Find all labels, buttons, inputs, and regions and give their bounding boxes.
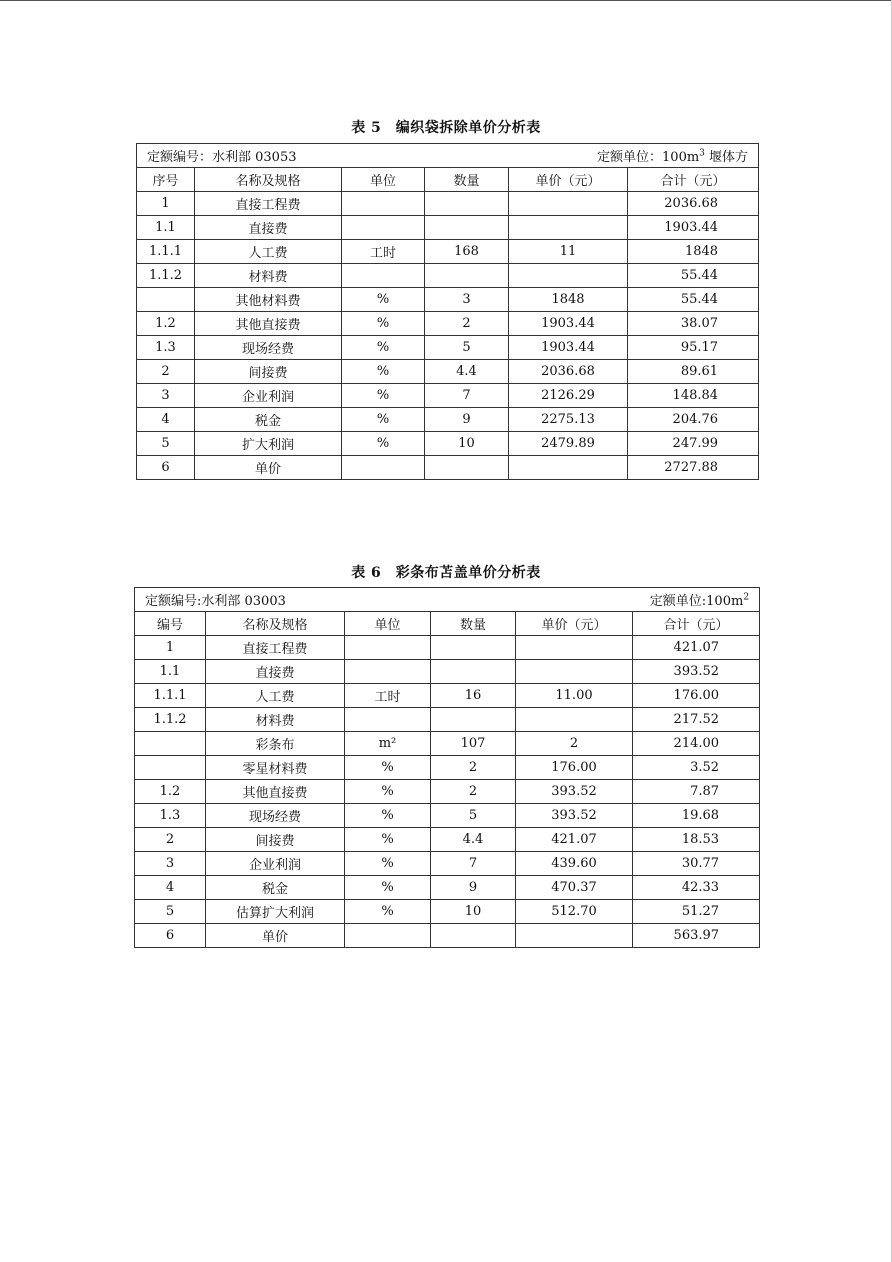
table5-cell: 1.1.2 [137, 264, 195, 288]
table5-cell: 55.44 [628, 264, 759, 288]
table6-cell: 4.4 [431, 828, 516, 852]
table6-cell: 2 [431, 780, 516, 804]
table6-row [135, 780, 760, 804]
page-top-border [0, 0, 892, 1]
table6-cell: 3 [135, 852, 206, 876]
table5-cell: % [342, 288, 425, 312]
table5-cell: 单价 [195, 456, 342, 480]
table5-cell [425, 216, 509, 240]
table6-cell: 零星材料费 [206, 756, 345, 780]
table6-cell: 393.52 [633, 660, 760, 684]
table5-cell: 2126.29 [509, 384, 628, 408]
table6-cell [345, 636, 431, 660]
table5-row [137, 408, 759, 432]
table5-cell: 其他材料费 [195, 288, 342, 312]
table6-cell: 30.77 [633, 852, 760, 876]
table5-cell: 204.76 [628, 408, 759, 432]
table6-row [135, 684, 760, 708]
table5-cell: 人工费 [195, 240, 342, 264]
table5-cell: 1.1 [137, 216, 195, 240]
table5-header-cell: 序号 [137, 168, 195, 192]
table5-cell: 直接费 [195, 216, 342, 240]
table6-cell: 512.70 [516, 900, 633, 924]
table6-cell: 563.97 [633, 924, 760, 948]
table5-cell: 2275.13 [509, 408, 628, 432]
table5-cell: 89.61 [628, 360, 759, 384]
table5-cell: % [342, 360, 425, 384]
table5-cell: 1.2 [137, 312, 195, 336]
table6-header-cell: 单价（元） [516, 612, 633, 636]
table5-cell: 企业利润 [195, 384, 342, 408]
table6-row [135, 804, 760, 828]
table5-row [137, 312, 759, 336]
table5-cell: % [342, 408, 425, 432]
table5-cell: 现场经费 [195, 336, 342, 360]
table5-cell: 材料费 [195, 264, 342, 288]
table5-cell: 2 [425, 312, 509, 336]
table5-cell: 1848 [509, 288, 628, 312]
table5-cell: 55.44 [628, 288, 759, 312]
table6-cell: 材料费 [206, 708, 345, 732]
table6-cell: 5 [135, 900, 206, 924]
table5-cell: 工时 [342, 240, 425, 264]
table6-cell: 6 [135, 924, 206, 948]
table6-cell: 7.87 [633, 780, 760, 804]
table6-cell: 176.00 [633, 684, 760, 708]
table5-cell: 1848 [628, 240, 759, 264]
table5-cell: 3 [425, 288, 509, 312]
table6-cell: 现场经费 [206, 804, 345, 828]
table6-cell: 彩条布 [206, 732, 345, 756]
table5-cell: 1.3 [137, 336, 195, 360]
table5-cell [342, 264, 425, 288]
table6-cell: 直接工程费 [206, 636, 345, 660]
table5-cell [509, 216, 628, 240]
table5-cell: 2036.68 [628, 192, 759, 216]
table6 [134, 587, 760, 948]
table5-cell [509, 264, 628, 288]
table6-cell: % [345, 900, 431, 924]
table6-cell: % [345, 876, 431, 900]
table6-cell: 19.68 [633, 804, 760, 828]
table6-cell [345, 660, 431, 684]
table5-cell: 4 [137, 408, 195, 432]
table6-cell: % [345, 804, 431, 828]
table6-cell [516, 636, 633, 660]
table5-cell [342, 216, 425, 240]
table5-row [137, 384, 759, 408]
table5-cell [425, 192, 509, 216]
table6-cell: 51.27 [633, 900, 760, 924]
table5-cell: 10 [425, 432, 509, 456]
table6-cell: 42.33 [633, 876, 760, 900]
table5-header-row [137, 168, 759, 192]
table5-cell: 1903.44 [628, 216, 759, 240]
table5-header-cell: 名称及规格 [195, 168, 342, 192]
table6-cell: 人工费 [206, 684, 345, 708]
table5-cell: 95.17 [628, 336, 759, 360]
table5-cell: % [342, 312, 425, 336]
table6-cell: 393.52 [516, 804, 633, 828]
table5-cell: 扩大利润 [195, 432, 342, 456]
table5-cell: 直接工程费 [195, 192, 342, 216]
table6-cell: 2 [431, 756, 516, 780]
table5-cell: 5 [425, 336, 509, 360]
table6-cell: 107 [431, 732, 516, 756]
table5-cell [425, 456, 509, 480]
table6-row [135, 900, 760, 924]
table6-cell: 工时 [345, 684, 431, 708]
table5-row [137, 288, 759, 312]
table6-cell: % [345, 780, 431, 804]
table5-cell: 税金 [195, 408, 342, 432]
table6-row [135, 924, 760, 948]
table6-quota-unit: 定额单位$:100m^2$ [649, 592, 750, 609]
table5-cell: 148.84 [628, 384, 759, 408]
table5-header-cell: 单价（元） [509, 168, 628, 192]
table6-cell: 18.53 [633, 828, 760, 852]
table6-row [135, 756, 760, 780]
table6-cell [431, 660, 516, 684]
table5-row [137, 336, 759, 360]
table6-cell: 2 [516, 732, 633, 756]
table6-cell [345, 708, 431, 732]
table6-row [135, 660, 760, 684]
table6-cell: 3.52 [633, 756, 760, 780]
table6-cell [516, 924, 633, 948]
table6-cell [431, 708, 516, 732]
table6-cell: 间接费 [206, 828, 345, 852]
table5-cell [137, 288, 195, 312]
table6-quota-row [135, 588, 760, 612]
table5-cell [342, 456, 425, 480]
table6-header-cell: 编号 [135, 612, 206, 636]
table5-row [137, 240, 759, 264]
table5-cell: 间接费 [195, 360, 342, 384]
table6-cell: 其他直接费 [206, 780, 345, 804]
table6-header-cell: 单位 [345, 612, 431, 636]
table6-header-cell: 数量 [431, 612, 516, 636]
table5-header-cell: 数量 [425, 168, 509, 192]
table5-cell: 2 [137, 360, 195, 384]
table5-cell: 3 [137, 384, 195, 408]
table5-row [137, 360, 759, 384]
table6-cell: 11.00 [516, 684, 633, 708]
table6-row [135, 852, 760, 876]
table6-cell: 217.52 [633, 708, 760, 732]
table5-cell [425, 264, 509, 288]
table6-cell: 439.60 [516, 852, 633, 876]
table6-row [135, 636, 760, 660]
table5-header-cell: 合计（元） [628, 168, 759, 192]
table6-cell: 421.07 [516, 828, 633, 852]
table6-cell: 1.1.2 [135, 708, 206, 732]
table6-cell: 421.07 [633, 636, 760, 660]
table6-cell: 7 [431, 852, 516, 876]
table6-cell [516, 708, 633, 732]
table6-header-cell: 合计（元） [633, 612, 760, 636]
table5-cell: 11 [509, 240, 628, 264]
table6-cell: 176.00 [516, 756, 633, 780]
table5-quota-row [137, 144, 759, 168]
table5-cell: 9 [425, 408, 509, 432]
table5-cell: 2727.88 [628, 456, 759, 480]
table6-cell: 直接费 [206, 660, 345, 684]
table6-cell: 4 [135, 876, 206, 900]
table6-cell: 1.1 [135, 660, 206, 684]
table6-cell: 393.52 [516, 780, 633, 804]
table5-cell: % [342, 336, 425, 360]
table6-cell: % [345, 852, 431, 876]
table6-row [135, 708, 760, 732]
table5-cell: 1903.44 [509, 336, 628, 360]
table6-cell [431, 924, 516, 948]
table6-cell: 1.2 [135, 780, 206, 804]
table5-row [137, 456, 759, 480]
table5-row [137, 216, 759, 240]
table5-cell: 6 [137, 456, 195, 480]
table6-cell: 10 [431, 900, 516, 924]
table6-row [135, 732, 760, 756]
table5-row [137, 432, 759, 456]
table5 [136, 143, 759, 480]
table5-cell: 1903.44 [509, 312, 628, 336]
table5-quota-unit: 定额单位：$100m^3$ 堰体方 [597, 148, 749, 165]
table5-cell: 7 [425, 384, 509, 408]
table6-header-cell: 名称及规格 [206, 612, 345, 636]
table5-cell [509, 192, 628, 216]
table6-cell: % [345, 828, 431, 852]
table6-cell [135, 732, 206, 756]
table6-cell: 470.37 [516, 876, 633, 900]
table6-cell: 1 [135, 636, 206, 660]
table6-row [135, 828, 760, 852]
table5-header-cell: 单位 [342, 168, 425, 192]
table5-row [137, 264, 759, 288]
table6-cell: 1.1.1 [135, 684, 206, 708]
table5-cell [509, 456, 628, 480]
table6-cell: 16 [431, 684, 516, 708]
table6-cell [516, 660, 633, 684]
table6-caption: 表 6 彩条布苫盖单价分析表 [351, 565, 541, 581]
table5-row [137, 192, 759, 216]
table5-cell: 其他直接费 [195, 312, 342, 336]
table5-cell: 4.4 [425, 360, 509, 384]
table6-cell: % [345, 756, 431, 780]
table5-cell: % [342, 432, 425, 456]
table5-cell: 2479.89 [509, 432, 628, 456]
table5-caption: 表 5 编织袋拆除单价分析表 [351, 120, 541, 136]
table5-cell [342, 192, 425, 216]
table5-cell: 38.07 [628, 312, 759, 336]
table6-cell: 估算扩大利润 [206, 900, 345, 924]
table5-cell: 5 [137, 432, 195, 456]
table6-cell: 1.3 [135, 804, 206, 828]
table5-cell: 2036.68 [509, 360, 628, 384]
table6-cell: 5 [431, 804, 516, 828]
table6-cell: 单价 [206, 924, 345, 948]
table6-header-row [135, 612, 760, 636]
table5-quota-number: 定额编号：水利部 03053 [147, 150, 297, 165]
table6-cell [135, 756, 206, 780]
table6-cell: 214.00 [633, 732, 760, 756]
table6-cell: m² [345, 732, 431, 756]
table6-cell: 企业利润 [206, 852, 345, 876]
table6-cell [431, 636, 516, 660]
table6-cell: 9 [431, 876, 516, 900]
table6-cell [345, 924, 431, 948]
table5-cell: 168 [425, 240, 509, 264]
table5-cell: 1.1.1 [137, 240, 195, 264]
table6-cell: 2 [135, 828, 206, 852]
table5-cell: 247.99 [628, 432, 759, 456]
table5-cell: % [342, 384, 425, 408]
table6-row [135, 876, 760, 900]
table5-cell: 1 [137, 192, 195, 216]
table6-quota-number: 定额编号:水利部 03003 [145, 594, 286, 609]
table6-cell: 税金 [206, 876, 345, 900]
